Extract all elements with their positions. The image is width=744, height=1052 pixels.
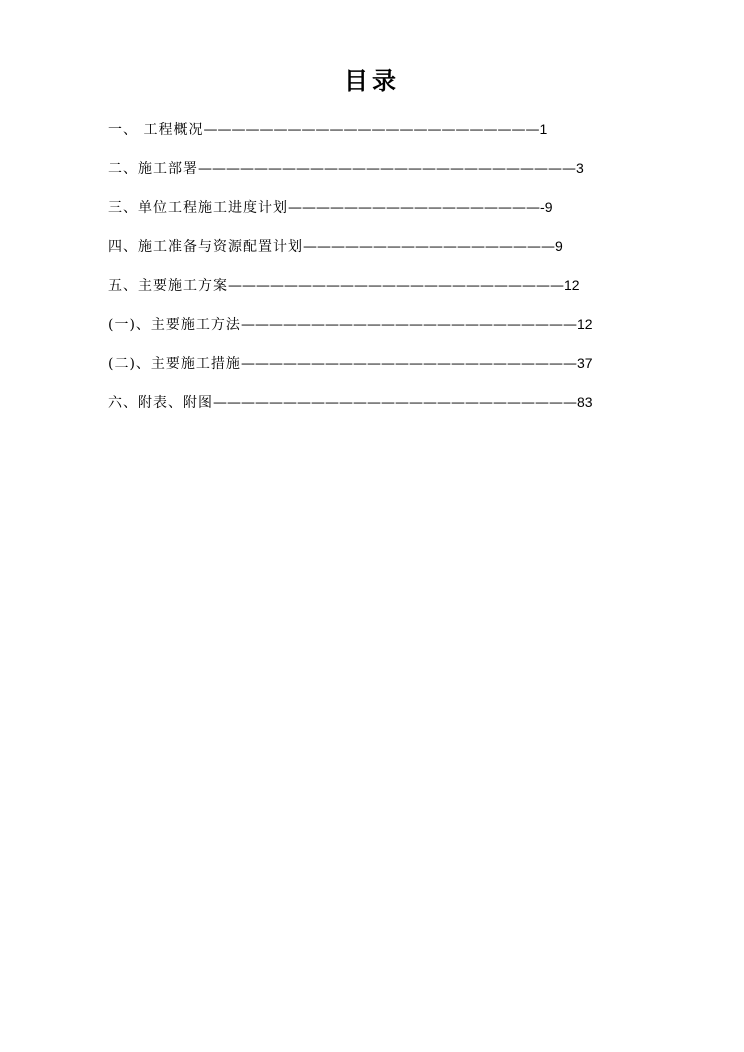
toc-title: 目录 xyxy=(344,67,400,95)
toc-entry-label: 五、主要施工方案 xyxy=(108,278,228,294)
toc-entry-label: 四、施工准备与资源配置计划 xyxy=(108,239,303,255)
toc-entry-leader: ———————————————————————— xyxy=(203,122,540,138)
toc-entry-leader: —————————————————————————— xyxy=(213,395,577,411)
toc-entry-page: 3 xyxy=(576,160,584,176)
toc-entry-leader: ——————————————————————————— xyxy=(198,161,576,177)
toc-entry-label: 六、附表、附图 xyxy=(108,395,213,411)
toc-entry-leader: ———————————————————————— xyxy=(240,317,577,333)
toc-entry-page: 12 xyxy=(576,316,593,332)
toc-entry-leader: —————————————————— xyxy=(303,239,555,255)
toc-entry-label: 三、单位工程施工进度计划 xyxy=(108,200,288,216)
toc-entry xyxy=(108,389,593,415)
toc-entry-label: 二、施工部署 xyxy=(108,161,198,177)
toc-entry xyxy=(108,194,553,220)
toc-entry-page: 9 xyxy=(555,238,563,254)
toc-entry-label: 一、 工程概况 xyxy=(108,122,204,138)
toc-entry-label: (二)、主要施工措施 xyxy=(108,356,241,372)
toc-entry xyxy=(108,116,547,142)
toc-entry-page: 1 xyxy=(539,121,548,137)
toc-entry-page: 37 xyxy=(576,355,593,371)
toc-entry-leader: ——————————————————- xyxy=(288,200,545,216)
toc-entry-page: 83 xyxy=(577,394,593,410)
toc-entry xyxy=(108,155,584,181)
toc-entry-page: 9 xyxy=(544,199,553,215)
toc-entry xyxy=(108,272,580,298)
toc-entry-page: 12 xyxy=(564,277,580,293)
toc-entry-leader: ———————————————————————— xyxy=(240,356,577,372)
toc-entry xyxy=(108,311,593,337)
toc-entry xyxy=(108,233,563,259)
toc-entry xyxy=(108,350,593,376)
toc-entry-leader: ———————————————————————— xyxy=(228,278,564,294)
toc-entry-label: (一)、主要施工方法 xyxy=(108,317,241,333)
